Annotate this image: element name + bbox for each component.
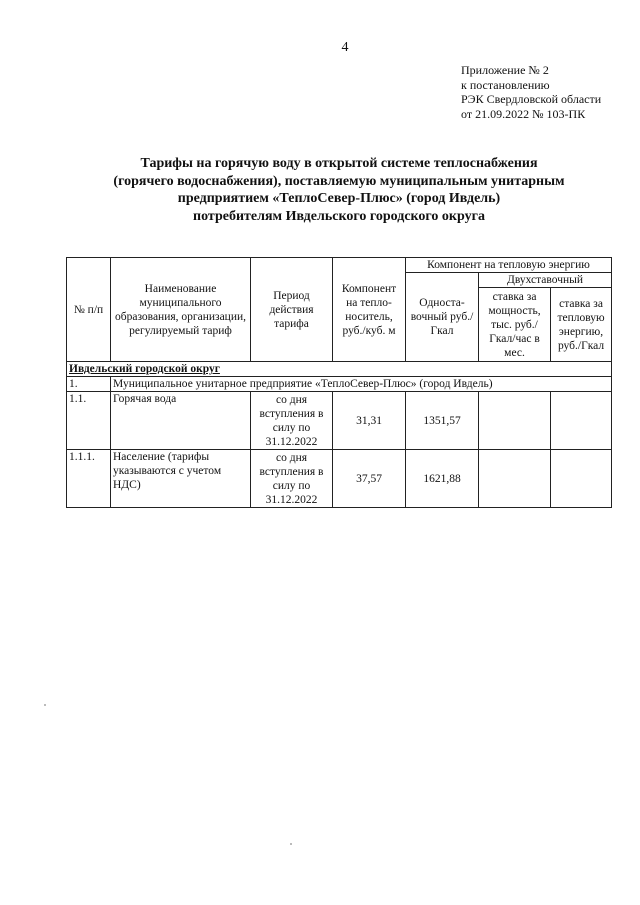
row-carrier: 31,31 xyxy=(333,392,406,450)
row-one-rate: 1351,57 xyxy=(406,392,479,450)
appendix-line: Приложение № 2 xyxy=(461,63,549,77)
header-period: Период действия тарифа xyxy=(251,258,333,362)
row-period: со дня вступления в силу по 31.12.2022 xyxy=(251,392,333,450)
row-capacity-rate xyxy=(479,392,551,450)
scan-speck xyxy=(290,843,292,845)
header-num: № п/п xyxy=(67,258,111,362)
appendix-reference xyxy=(461,63,601,121)
row-energy-rate xyxy=(551,392,612,450)
appendix-line: РЭК Свердловской области xyxy=(461,92,602,106)
header-capacity-rate: ставка за мощность, тыс. руб./Гкал/час в мес. xyxy=(479,288,551,362)
document-title xyxy=(66,155,612,225)
header-carrier-component: Компонент на тепло-носитель, руб./куб. м xyxy=(333,258,406,362)
row-energy-rate xyxy=(551,450,612,508)
row-capacity-rate xyxy=(479,450,551,508)
region-row: Ивдельский городской округ xyxy=(67,362,612,377)
table-row xyxy=(67,392,612,450)
scan-speck xyxy=(44,704,46,706)
title-line: (горячего водоснабжения), поставляемую муниципальным унитарным xyxy=(113,173,565,189)
org-num: 1. xyxy=(67,377,111,392)
header-energy-rate: ставка за тепловую энергию, руб./Гкал xyxy=(551,288,612,362)
header-one-rate: Односта-вочный руб./Гкал xyxy=(406,273,479,362)
table-row xyxy=(67,450,612,508)
row-num: 1.1.1. xyxy=(67,450,111,508)
title-line: предприятием «ТеплоСевер-Плюс» (город Ивдель) xyxy=(177,191,501,206)
tariff-table xyxy=(66,257,612,508)
org-row xyxy=(67,377,612,392)
title-line: потребителям Ивдельского городского округа xyxy=(193,208,485,224)
header-name: Наименование муниципального образования, организации, регулируемый тариф xyxy=(111,258,251,362)
page-number: 4 xyxy=(341,40,349,55)
title-line: Тарифы на горячую воду в открытой системе теплоснабжения xyxy=(140,156,538,171)
row-num: 1.1. xyxy=(67,392,111,450)
appendix-line: к постановлению xyxy=(461,77,550,92)
row-carrier: 37,57 xyxy=(333,450,406,508)
org-name: Муниципальное унитарное предприятие «ТеплоСевер-Плюс» (город Ивдель) xyxy=(111,377,612,392)
row-name: Горячая вода xyxy=(111,392,251,450)
header-two-rate: Двухставочный xyxy=(479,273,612,288)
header-thermal-component: Компонент на тепловую энергию xyxy=(406,258,612,273)
row-one-rate: 1621,88 xyxy=(406,450,479,508)
appendix-line: от 21.09.2022 № 103-ПК xyxy=(461,106,586,121)
row-period: со дня вступления в силу по 31.12.2022 xyxy=(251,450,333,508)
row-name: Население (тарифы указываются с учетом НДС) xyxy=(111,450,251,508)
